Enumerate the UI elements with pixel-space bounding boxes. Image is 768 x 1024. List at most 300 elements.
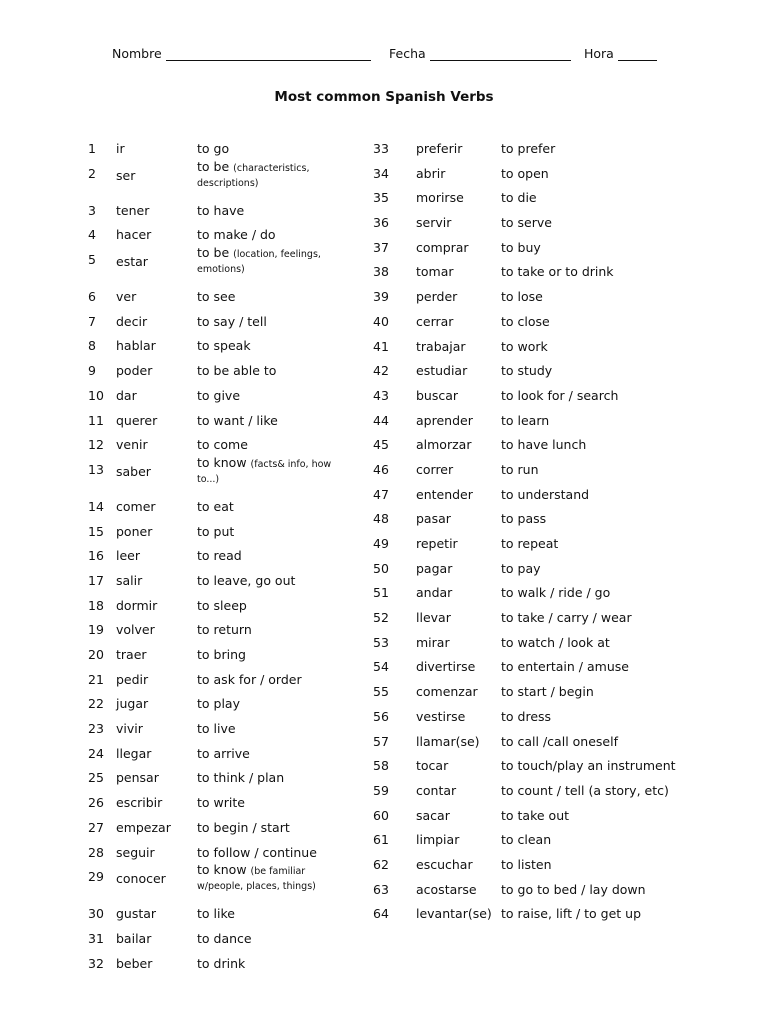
translation-text: to prefer	[501, 141, 556, 156]
spanish-verb: almorzar	[416, 437, 472, 453]
english-translation	[197, 906, 347, 921]
verb-number: 10	[88, 387, 104, 403]
english-translation	[197, 524, 347, 539]
fecha-label: Fecha	[389, 46, 426, 61]
verb-row	[373, 505, 713, 530]
verb-number: 2	[88, 165, 96, 181]
spanish-verb: buscar	[416, 387, 459, 403]
spanish-verb: ver	[116, 289, 137, 305]
english-translation	[197, 141, 347, 156]
verb-number: 54	[373, 659, 389, 675]
spanish-verb: hacer	[116, 227, 152, 243]
translation-text: to call /call oneself	[501, 733, 618, 749]
translation-text: to walk / ride / go	[501, 585, 611, 601]
spanish-verb: poner	[116, 523, 153, 539]
english-translation	[197, 598, 347, 613]
english-translation	[501, 511, 546, 526]
english-translation	[197, 246, 347, 276]
english-translation	[197, 845, 347, 860]
verb-row	[373, 407, 713, 432]
spanish-verb: querer	[116, 412, 158, 428]
translation-text: to pass	[501, 511, 547, 527]
verb-row	[373, 728, 713, 753]
translation-note: (facts& info, how to...)	[197, 458, 332, 485]
verb-number: 43	[373, 387, 389, 403]
spanish-verb: seguir	[116, 844, 155, 860]
verb-row	[373, 530, 713, 555]
verb-number: 24	[88, 745, 104, 761]
fecha-blank[interactable]	[430, 48, 571, 61]
verb-row	[373, 135, 713, 160]
translation-text: to listen	[501, 856, 552, 872]
english-translation	[501, 882, 646, 897]
spanish-verb: comenzar	[416, 684, 478, 700]
translation-text: to learn	[501, 412, 550, 428]
spanish-verb: pedir	[116, 671, 149, 687]
english-translation	[501, 783, 669, 798]
verb-number: 49	[373, 536, 389, 551]
spanish-verb: poder	[116, 363, 153, 379]
spanish-verb: ser	[116, 167, 136, 183]
verb-number: 63	[373, 881, 389, 897]
verb-number: 22	[88, 696, 104, 712]
english-translation	[501, 536, 558, 551]
spanish-verb: dormir	[116, 597, 158, 613]
verb-number: 6	[88, 289, 96, 305]
english-translation	[197, 437, 347, 452]
translation-text: to want / like	[197, 412, 278, 428]
translation-text: to die	[501, 190, 537, 206]
verb-number: 39	[373, 289, 389, 305]
english-translation	[501, 264, 614, 279]
verb-row	[373, 678, 713, 703]
english-translation	[501, 487, 589, 502]
verb-number: 28	[88, 844, 104, 860]
verb-number: 26	[88, 795, 104, 811]
english-translation	[501, 437, 586, 452]
spanish-verb: pasar	[416, 511, 451, 527]
translation-text: to say / tell	[197, 313, 267, 329]
english-translation	[501, 808, 569, 823]
english-translation	[501, 240, 541, 255]
translation-note: (characteristics, descriptions)	[197, 162, 310, 189]
english-translation	[197, 622, 347, 637]
verb-number: 38	[373, 264, 389, 280]
english-translation	[197, 160, 347, 190]
translation-text: to clean	[501, 832, 552, 848]
english-translation	[501, 906, 641, 921]
verb-row	[373, 333, 713, 358]
translation-text: to touch/play an instrument	[501, 758, 676, 774]
verb-number: 45	[373, 437, 389, 453]
spanish-verb: dar	[116, 387, 137, 403]
verb-number: 15	[88, 523, 104, 539]
verb-row	[373, 382, 713, 407]
english-translation	[197, 721, 347, 736]
verb-row	[373, 876, 713, 901]
english-translation	[501, 709, 551, 724]
translation-text: to return	[197, 622, 252, 638]
translation-text: to open	[501, 165, 549, 181]
spanish-verb: beber	[116, 955, 153, 971]
english-translation	[501, 363, 552, 378]
spanish-verb: bailar	[116, 930, 152, 946]
spanish-verb: entender	[416, 486, 473, 502]
spanish-verb: jugar	[116, 696, 149, 712]
translation-text: to be able to	[197, 363, 277, 379]
page-title: Most common Spanish Verbs	[274, 89, 494, 105]
translation-text: to sleep	[197, 597, 247, 613]
english-translation	[197, 289, 347, 304]
english-translation	[197, 770, 347, 785]
english-translation	[197, 746, 347, 761]
translation-text: to pay	[501, 560, 541, 576]
translation-text: to raise, lift / to get up	[501, 906, 642, 922]
english-translation	[197, 203, 347, 218]
spanish-verb: divertirse	[416, 659, 476, 675]
verb-row	[373, 184, 713, 209]
verb-number: 20	[88, 647, 104, 662]
verb-number: 31	[88, 930, 104, 946]
translation-text: to go	[197, 141, 230, 156]
spanish-verb: servir	[416, 215, 452, 231]
verb-row	[373, 802, 713, 827]
verb-number: 19	[88, 622, 104, 638]
spanish-verb: acostarse	[416, 881, 477, 897]
verb-number: 34	[373, 165, 389, 181]
translation-text: to look for / search	[501, 387, 619, 403]
verb-number: 7	[88, 313, 96, 329]
spanish-verb: correr	[416, 461, 454, 477]
verb-number: 3	[88, 202, 96, 218]
verb-number: 62	[373, 856, 389, 872]
spanish-verb: llegar	[116, 745, 152, 761]
spanish-verb: contar	[416, 782, 457, 798]
spanish-verb: llamar(se)	[416, 733, 480, 749]
verb-row	[373, 604, 713, 629]
verb-row	[88, 950, 428, 975]
spanish-verb: comprar	[416, 239, 469, 255]
verb-row	[373, 456, 713, 481]
verb-number: 36	[373, 215, 389, 231]
english-translation	[197, 696, 347, 711]
translation-text: to be	[197, 158, 230, 174]
english-translation	[501, 758, 676, 773]
verb-row	[373, 481, 713, 506]
verb-number: 1	[88, 141, 96, 156]
spanish-verb: sacar	[416, 807, 450, 823]
english-translation	[197, 795, 347, 810]
verb-number: 25	[88, 770, 104, 786]
verb-number: 56	[373, 708, 389, 724]
translation-text: to live	[197, 721, 236, 737]
translation-text: to serve	[501, 215, 552, 231]
verb-number: 29	[88, 869, 104, 885]
verb-row	[373, 579, 713, 604]
spanish-verb: tener	[116, 202, 150, 218]
verb-number: 61	[373, 832, 389, 848]
spanish-verb: levantar(se)	[416, 906, 492, 922]
verb-number: 42	[373, 363, 389, 379]
verb-number: 9	[88, 363, 96, 379]
english-translation	[197, 863, 347, 893]
english-translation	[197, 314, 347, 329]
verb-row	[373, 308, 713, 333]
english-translation	[197, 338, 347, 353]
english-translation	[197, 573, 347, 588]
spanish-verb: preferir	[416, 141, 463, 156]
translation-text: to think / plan	[197, 770, 285, 786]
english-translation	[197, 363, 347, 378]
spanish-verb: empezar	[116, 819, 171, 835]
spanish-verb: conocer	[116, 871, 166, 887]
spanish-verb: perder	[416, 289, 458, 305]
english-translation	[501, 832, 551, 847]
english-translation	[501, 659, 629, 674]
translation-text: to start / begin	[501, 684, 594, 700]
translation-text: to like	[197, 906, 235, 922]
spanish-verb: estudiar	[416, 363, 468, 379]
translation-text: to read	[197, 548, 242, 564]
english-translation	[197, 956, 347, 971]
english-translation	[197, 931, 347, 946]
verb-number: 58	[373, 758, 389, 774]
verb-number: 47	[373, 486, 389, 502]
verb-number: 21	[88, 671, 104, 687]
translation-text: to lose	[501, 289, 543, 305]
translation-text: to buy	[501, 239, 541, 255]
spanish-verb: vivir	[116, 721, 143, 737]
nombre-blank[interactable]	[166, 48, 371, 61]
spanish-verb: pagar	[416, 560, 453, 576]
verb-number: 60	[373, 807, 389, 823]
verb-row	[373, 851, 713, 876]
translation-text: to write	[197, 795, 245, 811]
spanish-verb: saber	[116, 463, 151, 479]
spanish-verb: salir	[116, 572, 143, 588]
verb-number: 37	[373, 239, 389, 255]
verb-number: 8	[88, 338, 96, 354]
spanish-verb: morirse	[416, 190, 464, 206]
spanish-verb: vestirse	[416, 708, 466, 724]
translation-text: to play	[197, 696, 240, 712]
verb-number: 14	[88, 498, 104, 514]
english-translation	[501, 734, 618, 749]
spanish-verb: escribir	[116, 795, 163, 811]
verb-row	[373, 357, 713, 382]
translation-text: to be	[197, 245, 230, 261]
verb-row	[373, 900, 713, 925]
translation-text: to know	[197, 454, 247, 470]
verb-number: 30	[88, 906, 104, 922]
translation-text: to repeat	[501, 536, 559, 551]
translation-text: to watch / look at	[501, 634, 610, 650]
translation-text: to dance	[197, 930, 252, 946]
hora-label: Hora	[584, 46, 614, 61]
verb-number: 23	[88, 721, 104, 737]
translation-text: to see	[197, 289, 236, 305]
translation-note: (be familiar w/people, places, things)	[197, 866, 316, 893]
verb-number: 53	[373, 634, 389, 650]
english-translation	[501, 190, 537, 205]
translation-text: to have lunch	[501, 437, 587, 453]
spanish-verb: llevar	[416, 610, 451, 626]
translation-text: to drink	[197, 955, 246, 971]
verb-number: 40	[373, 313, 389, 329]
translation-text: to close	[501, 313, 550, 329]
verb-number: 4	[88, 227, 96, 243]
english-translation	[501, 635, 610, 650]
spanish-verb: pensar	[116, 770, 159, 786]
translation-text: to have	[197, 202, 245, 218]
translation-text: to bring	[197, 647, 246, 662]
verb-number: 46	[373, 461, 389, 477]
spanish-verb: ir	[116, 141, 125, 156]
translation-text: to take / carry / wear	[501, 610, 632, 626]
verb-number: 12	[88, 437, 104, 453]
english-translation	[501, 684, 594, 699]
verb-row	[373, 258, 713, 283]
verb-number: 17	[88, 572, 104, 588]
english-translation	[197, 456, 347, 486]
translation-text: to take or to drink	[501, 264, 614, 280]
verb-number: 13	[88, 461, 104, 477]
translation-text: to ask for / order	[197, 671, 302, 687]
verb-row	[373, 160, 713, 185]
verb-row	[373, 826, 713, 851]
spanish-verb: volver	[116, 622, 155, 638]
verb-row	[373, 752, 713, 777]
verb-number: 5	[88, 252, 96, 268]
translation-text: to dress	[501, 708, 552, 724]
english-translation	[501, 561, 541, 576]
verb-number: 11	[88, 412, 104, 428]
translation-text: to entertain / amuse	[501, 659, 629, 675]
english-translation	[501, 314, 550, 329]
verb-number: 35	[373, 190, 389, 206]
spanish-verb: abrir	[416, 165, 446, 181]
spanish-verb: repetir	[416, 536, 458, 551]
spanish-verb: traer	[116, 647, 147, 662]
verb-number: 44	[373, 412, 389, 428]
spanish-verb: limpiar	[416, 832, 460, 848]
verb-number: 50	[373, 560, 389, 576]
translation-text: to begin / start	[197, 819, 290, 835]
english-translation	[501, 610, 632, 625]
verb-number: 16	[88, 548, 104, 564]
translation-text: to know	[197, 862, 247, 878]
translation-text: to eat	[197, 498, 234, 514]
verb-row	[373, 629, 713, 654]
english-translation	[501, 289, 543, 304]
english-translation	[197, 647, 347, 662]
nombre-label: Nombre	[112, 46, 162, 61]
spanish-verb: escuchar	[416, 856, 473, 872]
verb-row	[373, 283, 713, 308]
verb-number: 41	[373, 338, 389, 354]
translation-text: to make / do	[197, 227, 276, 243]
verb-number: 52	[373, 610, 389, 626]
spanish-verb: venir	[116, 437, 148, 453]
hora-field	[584, 46, 657, 61]
translation-text: to put	[197, 523, 235, 539]
translation-text: to understand	[501, 486, 590, 502]
spanish-verb: estar	[116, 254, 148, 270]
nombre-field	[112, 46, 371, 61]
translation-text: to give	[197, 387, 241, 403]
english-translation	[501, 413, 549, 428]
spanish-verb: aprender	[416, 412, 473, 428]
spanish-verb: comer	[116, 498, 156, 514]
english-translation	[197, 820, 347, 835]
verb-number: 32	[88, 955, 104, 971]
spanish-verb: gustar	[116, 906, 157, 922]
spanish-verb: trabajar	[416, 338, 466, 354]
hora-blank[interactable]	[618, 48, 657, 61]
translation-text: to arrive	[197, 745, 250, 761]
translation-text: to come	[197, 437, 248, 453]
verb-number: 27	[88, 819, 104, 835]
english-translation	[197, 227, 347, 242]
verb-row	[88, 925, 428, 950]
verb-number: 57	[373, 733, 389, 749]
verb-row	[373, 209, 713, 234]
verb-number: 59	[373, 782, 389, 798]
translation-text: to take out	[501, 807, 570, 823]
translation-text: to speak	[197, 338, 251, 354]
fecha-field	[389, 46, 571, 61]
spanish-verb: decir	[116, 313, 148, 329]
verb-row	[373, 234, 713, 259]
english-translation	[501, 215, 552, 230]
verb-number: 18	[88, 597, 104, 613]
spanish-verb: cerrar	[416, 313, 454, 329]
spanish-verb: tomar	[416, 264, 454, 280]
english-translation	[197, 672, 347, 687]
verb-number: 33	[373, 141, 389, 156]
english-translation	[501, 339, 548, 354]
translation-text: to work	[501, 338, 548, 354]
english-translation	[501, 462, 539, 477]
spanish-verb: hablar	[116, 338, 156, 354]
verb-number: 64	[373, 906, 389, 922]
english-translation	[197, 388, 347, 403]
english-translation	[501, 141, 555, 156]
translation-text: to count / tell (a story, etc)	[501, 782, 669, 798]
verb-row	[373, 431, 713, 456]
verb-row	[373, 703, 713, 728]
spanish-verb: leer	[116, 548, 140, 564]
english-translation	[501, 857, 552, 872]
verb-column-right	[373, 135, 713, 925]
english-translation	[501, 585, 610, 600]
verb-row	[373, 555, 713, 580]
translation-text: to go to bed / lay down	[501, 881, 646, 897]
translation-text: to follow / continue	[197, 844, 317, 860]
spanish-verb: tocar	[416, 758, 449, 774]
spanish-verb: andar	[416, 585, 453, 601]
verb-number: 55	[373, 684, 389, 700]
worksheet-header	[0, 46, 768, 66]
translation-text: to leave, go out	[197, 572, 296, 588]
english-translation	[197, 413, 347, 428]
english-translation	[501, 166, 549, 181]
verb-number: 51	[373, 585, 389, 601]
english-translation	[501, 388, 618, 403]
verb-number: 48	[373, 511, 389, 527]
english-translation	[197, 499, 347, 514]
translation-note: (location, feelings, emotions)	[197, 249, 321, 276]
